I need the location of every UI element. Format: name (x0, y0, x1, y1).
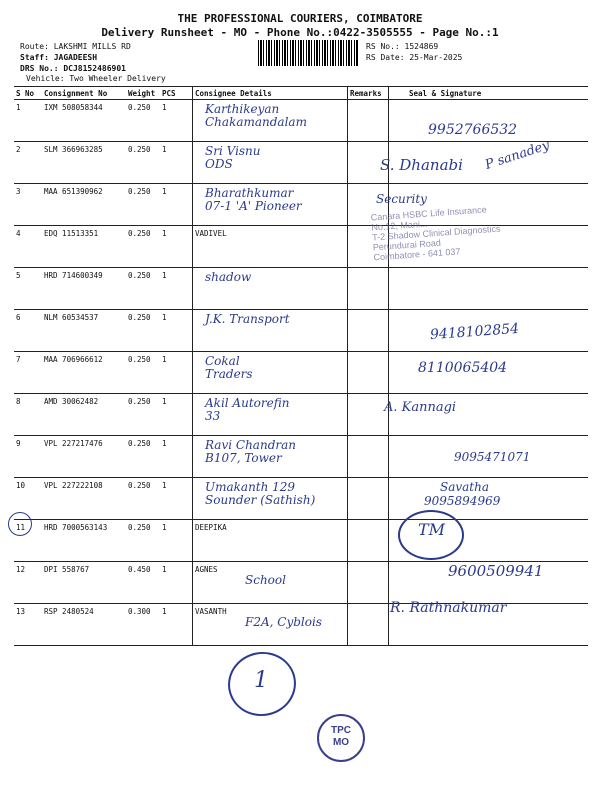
row-weight-text: 0.250 (128, 397, 151, 406)
handwritten-consignee: shadow (205, 270, 252, 284)
row-pcs-text: 1 (162, 523, 167, 532)
row-consignee-details (193, 520, 348, 562)
barcode (258, 40, 358, 66)
row-consignment-no (42, 604, 126, 646)
col-weight: Weight (126, 87, 160, 100)
row-weight (126, 142, 160, 184)
handwritten-consignee: Ravi Chandran B107, Tower (205, 438, 296, 465)
row-remarks (348, 352, 389, 394)
row-weight (126, 310, 160, 352)
col-consignee: Consignee Details (193, 87, 348, 100)
signature-8: A. Kannagi (384, 400, 457, 415)
col-remarks: Remarks (348, 87, 389, 100)
row-sno (14, 436, 42, 478)
row-pcs (160, 478, 193, 520)
row-pcs (160, 562, 193, 604)
row-consignment-no-text: SLM 366963285 (44, 145, 103, 154)
row-consignment-no (42, 184, 126, 226)
company-title: THE PROFESSIONAL COURIERS, COIMBATORE (177, 12, 423, 25)
row-sno (14, 184, 42, 226)
row-consignment-no-text: EDQ 11513351 (44, 229, 99, 238)
col-pcs: PCS (160, 87, 193, 100)
signature-3: Security (376, 192, 427, 206)
handwritten-consignee: School (245, 573, 286, 587)
row-weight-text: 0.250 (128, 271, 151, 280)
handwritten-consignee: Karthikeyan Chakamandalam (205, 102, 307, 129)
row-pcs-text: 1 (162, 565, 167, 574)
row-consignment-no-text: AMD 30062482 (44, 397, 99, 406)
signature-2b: P sanadey (483, 138, 552, 173)
table-row (14, 520, 588, 562)
row-consignment-no-text: VPL 227217476 (44, 439, 103, 448)
row-sno (14, 142, 42, 184)
row-weight (126, 562, 160, 604)
signature-10a: Savatha (440, 480, 490, 494)
handwritten-consignee: Bharathkumar 07-1 'A' Pioneer (205, 186, 302, 213)
row-consignee-details (193, 604, 348, 646)
row-weight (126, 394, 160, 436)
col-sno: S No (14, 87, 42, 100)
row-pcs (160, 226, 193, 268)
company-stamp: Canara HSBC Life Insurance No.12, Mani... T-2 Shadow Clinical Diagnostics Perundurai Road Coimbatore - 641 037 (370, 204, 501, 263)
rs-date: RS Date: 25-Mar-2025 (366, 53, 463, 62)
row-consignee-details (193, 310, 348, 352)
signature-11: TM (418, 520, 446, 539)
row-sno-text: 2 (16, 145, 21, 154)
row-pcs-text: 1 (162, 103, 167, 112)
row-sno-text: 5 (16, 271, 21, 280)
handwritten-consignee: Umakanth 129 Sounder (Sathish) (205, 480, 316, 507)
row-consignee-details (193, 562, 348, 604)
row-sno-text: 12 (16, 565, 26, 574)
row-remarks (348, 520, 389, 562)
row-consignment-no (42, 142, 126, 184)
row-consignee-details-text: DEEPIKA (195, 523, 227, 532)
row-pcs (160, 100, 193, 142)
row-weight-text: 0.250 (128, 103, 151, 112)
tpc-logo-line1: TPC (331, 725, 351, 736)
table-row (14, 478, 588, 520)
row-consignee-details (193, 100, 348, 142)
row-remarks (348, 436, 389, 478)
signature-13: R. Rathnakumar (390, 600, 507, 616)
row-consignment-no-text: MAA 706966612 (44, 355, 103, 364)
row-sno-text: 4 (16, 229, 21, 238)
row-pcs-text: 1 (162, 313, 167, 322)
row-weight (126, 520, 160, 562)
row-pcs-text: 1 (162, 355, 167, 364)
row-sno-text: 7 (16, 355, 21, 364)
handwritten-consignee: Sri Visnu ODS (205, 144, 261, 171)
row-sno-text: 10 (16, 481, 26, 490)
row-sno (14, 226, 42, 268)
row-consignee-details (193, 142, 348, 184)
row-weight (126, 226, 160, 268)
route-text: Route: LAKSHMI MILLS RD (20, 42, 131, 51)
row-consignment-no-text: MAA 651390962 (44, 187, 103, 196)
runsheet-subtitle: Delivery Runsheet - MO - Phone No.:0422-3505555 - Page No.:1 (101, 26, 499, 39)
staff-text: Staff: JAGADEESH (20, 53, 98, 62)
row-pcs-text: 1 (162, 439, 167, 448)
row-weight (126, 184, 160, 226)
signature-2: S. Dhanabi (380, 156, 463, 174)
row-sno-text: 8 (16, 397, 21, 406)
row-sno (14, 268, 42, 310)
col-consignment: Consignment No (42, 87, 126, 100)
row-weight (126, 478, 160, 520)
row-sno (14, 310, 42, 352)
row-pcs-text: 1 (162, 145, 167, 154)
table-row (14, 394, 588, 436)
row-consignment-no (42, 310, 126, 352)
row-sno (14, 562, 42, 604)
row-consignment-no-text: HRD 7000563143 (44, 523, 108, 532)
row-consignment-no-text: RSP 2480524 (44, 607, 94, 616)
row-sno-text: 1 (16, 103, 21, 112)
row-pcs (160, 184, 193, 226)
row-sno-text: 3 (16, 187, 21, 196)
row-weight-text: 0.250 (128, 145, 151, 154)
row-pcs (160, 352, 193, 394)
row-pcs (160, 436, 193, 478)
handwritten-consignee: J.K. Transport (205, 312, 290, 326)
row-pcs (160, 142, 193, 184)
rs-number: RS No.: 1524869 (366, 42, 439, 51)
row-sno-text: 13 (16, 607, 26, 616)
table-row (14, 268, 588, 310)
row-consignment-no (42, 478, 126, 520)
row-remarks (348, 604, 389, 646)
row-consignee-details (193, 268, 348, 310)
row-weight-text: 0.250 (128, 481, 151, 490)
signature-7b: 8110065404 (418, 360, 508, 376)
row-consignee-details (193, 478, 348, 520)
row-sno-text: 6 (16, 313, 21, 322)
row-pcs (160, 310, 193, 352)
row-signature-cell (389, 268, 589, 310)
row-weight-text: 0.300 (128, 607, 151, 616)
row-weight-text: 0.250 (128, 187, 151, 196)
table-header-row (14, 87, 588, 100)
row-sno (14, 352, 42, 394)
row-consignee-details (193, 226, 348, 268)
row-consignment-no-text: HRD 714600349 (44, 271, 103, 280)
row-consignee-details (193, 352, 348, 394)
row-remarks (348, 100, 389, 142)
drs-text: DRS No.: DCJ8152486901 (20, 64, 126, 73)
row-consignee-details (193, 394, 348, 436)
row-consignment-no (42, 100, 126, 142)
row-remarks (348, 394, 389, 436)
row-pcs (160, 604, 193, 646)
row-sno (14, 394, 42, 436)
row-consignment-no (42, 562, 126, 604)
row-pcs-text: 1 (162, 187, 167, 196)
handwritten-consignee: F2A, Cyblois (245, 615, 322, 629)
vehicle-text: Vehicle: Two Wheeler Delivery (26, 74, 166, 83)
signature-10b: 9095894969 (424, 494, 501, 508)
circle-mark (8, 512, 32, 536)
row-weight-text: 0.250 (128, 313, 151, 322)
col-signature: Seal & Signature (389, 87, 589, 100)
row-consignee-details (193, 436, 348, 478)
row-consignment-no (42, 226, 126, 268)
row-consignment-no-text: DPI 558767 (44, 565, 90, 574)
row-pcs (160, 520, 193, 562)
row-remarks (348, 478, 389, 520)
row-consignment-no (42, 268, 126, 310)
row-sno-text: 11 (16, 523, 26, 532)
row-weight (126, 100, 160, 142)
tpc-logo (317, 714, 365, 762)
row-remarks (348, 562, 389, 604)
row-pcs-text: 1 (162, 271, 167, 280)
signature-7a: 9418102854 (429, 320, 520, 344)
row-pcs-text: 1 (162, 397, 167, 406)
signature-12: 9600509941 (448, 562, 544, 580)
row-consignment-no-text: IXM 508058344 (44, 103, 103, 112)
table-row (14, 226, 588, 268)
row-consignment-no (42, 352, 126, 394)
row-consignee-details-text: VADIVEL (195, 229, 227, 238)
row-consignee-details (193, 184, 348, 226)
row-weight (126, 352, 160, 394)
row-weight-text: 0.250 (128, 229, 151, 238)
row-weight-text: 0.250 (128, 523, 151, 532)
circled-one-text: 1 (254, 668, 268, 693)
row-pcs (160, 268, 193, 310)
signature-9: 9095471071 (454, 450, 531, 464)
row-remarks (348, 310, 389, 352)
row-consignment-no (42, 520, 126, 562)
handwritten-consignee: Cokal Traders (205, 354, 253, 381)
row-consignment-no-text: VPL 227222108 (44, 481, 103, 490)
row-weight-text: 0.250 (128, 439, 151, 448)
row-pcs (160, 394, 193, 436)
signature-1: 9952766532 (428, 122, 518, 138)
row-weight-text: 0.250 (128, 355, 151, 364)
row-sno (14, 100, 42, 142)
tpc-logo-line2: MO (332, 737, 350, 748)
handwritten-consignee: Akil Autorefin 33 (205, 396, 290, 423)
row-consignee-details-text: AGNES (195, 565, 218, 574)
row-pcs-text: 1 (162, 607, 167, 616)
row-consignment-no (42, 394, 126, 436)
row-weight (126, 604, 160, 646)
row-consignment-no (42, 436, 126, 478)
row-remarks (348, 268, 389, 310)
row-consignment-no-text: NLM 60534537 (44, 313, 99, 322)
row-consignee-details-text: VASANTH (195, 607, 227, 616)
row-pcs-text: 1 (162, 229, 167, 238)
row-weight (126, 268, 160, 310)
row-weight-text: 0.450 (128, 565, 151, 574)
row-sno-text: 9 (16, 439, 21, 448)
row-sno (14, 604, 42, 646)
row-pcs-text: 1 (162, 481, 167, 490)
row-weight (126, 436, 160, 478)
table-row (14, 184, 588, 226)
